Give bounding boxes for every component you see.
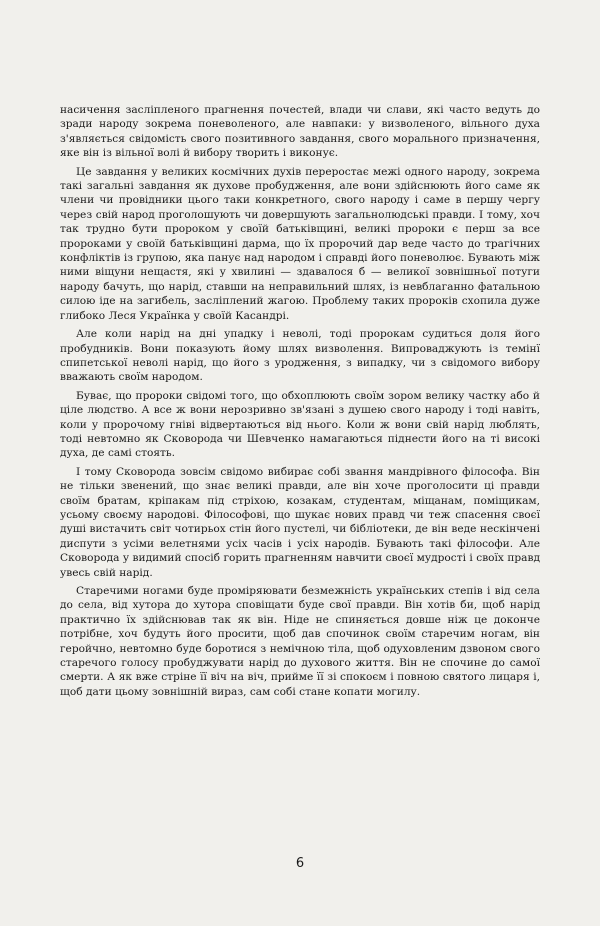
- paragraph-4: Буває, що пророки свідомі того, що обхоплюють своїм зором велику частку або й ціле людство. А все ж вони нерозривно зв'язані з душею свого народу і тоді навіть, коли у пророчому гніві відвертаються від нього. Коли ж вони свій нарід люблять, тоді невтомно як Сковорода чи Шевченко намагаються піднести його на ті високі духа, де самі стоять.: [60, 389, 540, 460]
- body-text: [60, 103, 540, 699]
- page-number: 6: [295, 856, 305, 871]
- paragraph-3: Але коли нарід на дні упадку і неволі, тоді пророкам судиться доля його пробудників. Вони показують йому шлях визволення. Випроваджують із темінї спипетської неволі нарід, що його з уродження, з випадку, чи з свідомого вибору вважають своїм народом.: [60, 328, 540, 384]
- paragraph-6: Старечими ногами буде проміряювати безмежність українських степів і від села до села, від хутора до хутора сповіщати буде свої правди. Він хотів би, щоб нарід практично їх здійснював так як він. Ніде не спиняється довше ніж це доконче потрібне, хоч будуть його просити, щоб дав спочинок своїм старечим ногам, він геройчно, невтомно буде боротися з немічною тіла, щоб одуховленим дзвоном свого старечого голосу пробуджувати нарід до духового життя. Він не спочине до самої смерти. А як вже стріне її віч на віч, прийме її зі спокоєм і повною святого лицаря і, щоб дати цьому зовнішній вираз, сам собі стане копати могилу.: [60, 585, 540, 698]
- paragraph-1: насичення засліпленого прагнення почестей, влади чи слави, які часто ведуть до зради народу зокрема поневоленого, але навпаки: у визволеного, вільного духа з'являється свідомість свого позитивного завдання, свого морального призначення, яке він із вільної волі й вибору творить і виконує.: [60, 104, 540, 160]
- paragraph-5: І тому Сковорода зовсім свідомо вибирає собі звання мандрівного філософа. Він не тільки звенений, що знає великі правди, але він хоче проголосити ці правди своїм братам, кріпакам під стріхою, козакам, студентам, міщанам, поміщикам, усьому своєму народові. Філософові, що шукає нових правд чи теж спасення своєї душі вистачить світ чотирьох стін його пустелі, чи бібліотеки, де він веде нескінчені диспути з усіми велетнями усіх часів і усіх народів. Бувають такі філософи. Але Сковорода у видимий спосіб горить прагненням навчити своєї мудрості і своїх правд увесь свій нарід.: [60, 465, 540, 579]
- paragraph-2: Це завдання у великих космічних духів переростає межі одного народу, зокрема такі загальні завдання як духове пробудження, але вони здійснюють його саме як члени чи провідники цього таки конкретного, свого народу і саме в першу чергу через свій народ проголошують чи довершують загальнолюдські правди. І тому, хоч так трудно бути пророком у своїй батьківщині, великі пророки є перш за все пророками у своїй батьківщині дарма, що їх пророчий дар веде часто до трагічних конфліктів із групою, яка панує над народом і справді його поневолює. Бувають між ними віщуни нещастя, які у хвилині — здавалося б — великої зовнішньої потуги народу бачуть, що нарід, ставши на неправильний шлях, із невблаганно фатальною силою іде на загибель, засліплений жагою. Проблему таких пророків схопила дуже глибоко Леся Українка у своїй Касандрі.: [60, 165, 540, 322]
